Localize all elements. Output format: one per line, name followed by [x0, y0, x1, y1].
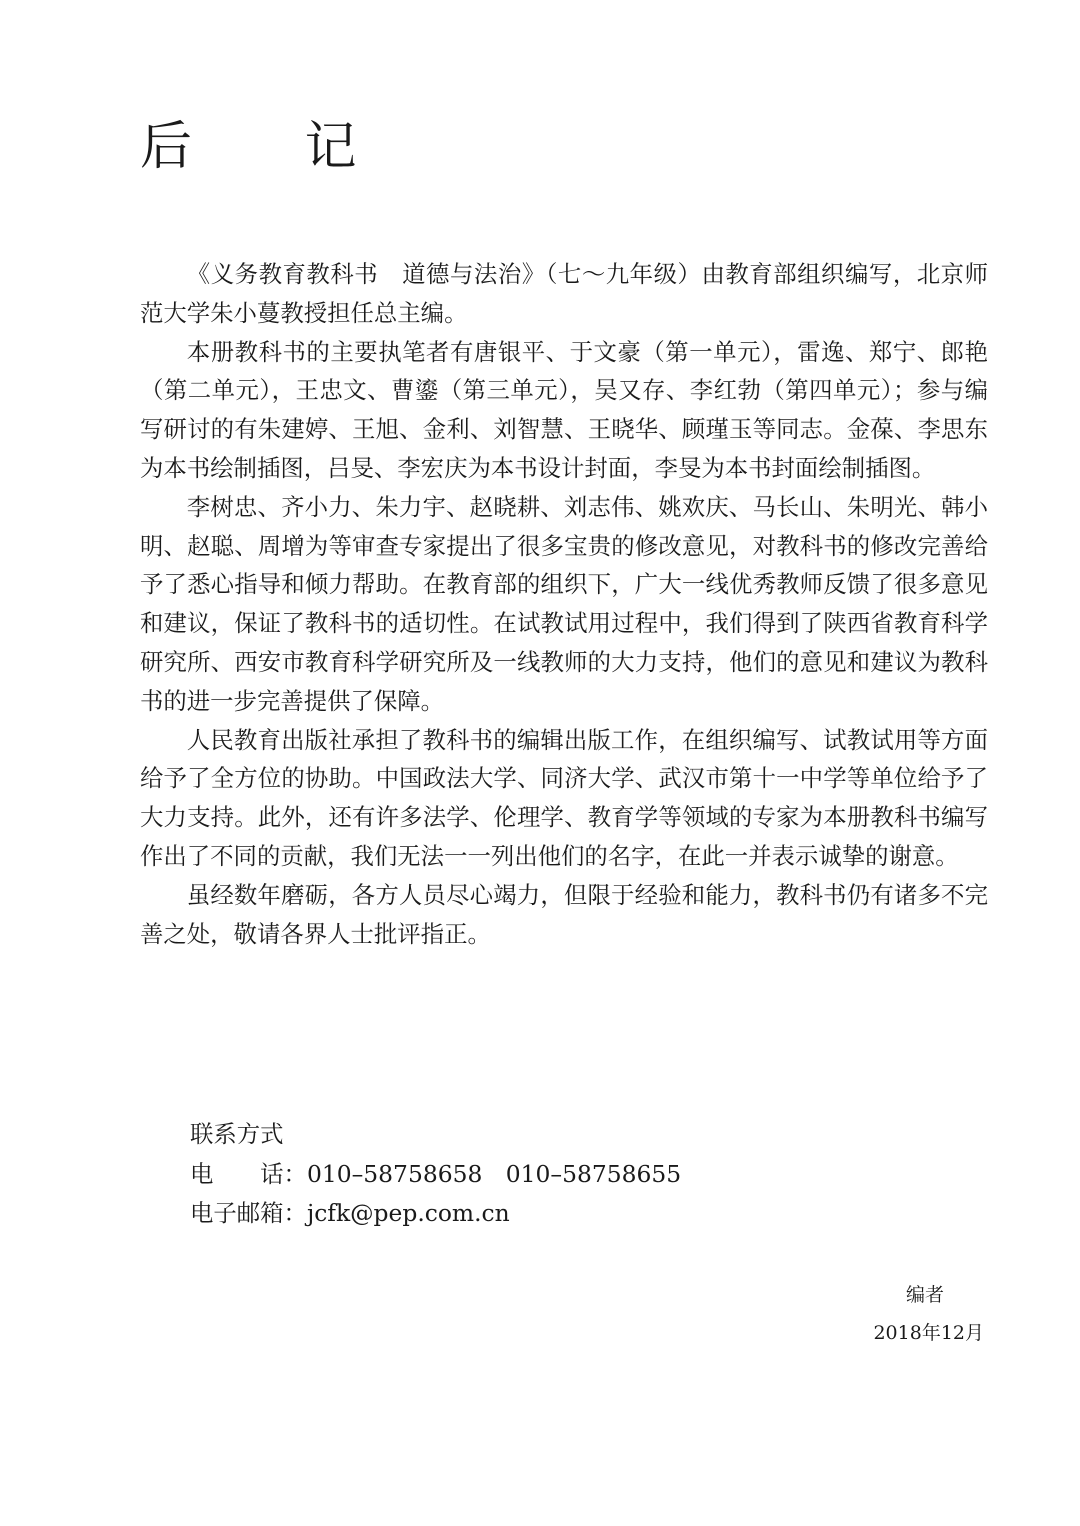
paragraph-3: 李树忠、齐小力、朱力宇、赵晓耕、刘志伟、姚欢庆、马长山、朱明光、韩小明、赵聪、周增为等审查专家提出了很多宝贵的修改意见，对教科书的修改完善给予了悉心指导和倾力帮助。在教育部的组织下，广大一线优秀教师反馈了很多意见和建议，保证了教科书的适切性。在试教试用过程中，我们得到了陕西省教育科学研究所、西安市教育科学研究所及一线教师的大力支持，他们的意见和建议为教科书的进一步完善提供了保障。 — [140, 492, 988, 715]
signature-editor: 编者 — [905, 1284, 944, 1306]
contact-phone: 电 话：010–58758658 010–58758655 — [190, 1159, 682, 1188]
page-title: 后 记 — [140, 117, 405, 177]
contact-section — [190, 1115, 681, 1234]
paragraph-5: 虽经数年磨砺，各方人员尽心竭力，但限于经验和能力，教科书仍有诸多不完善之处，敬请各界人士批评指正。 — [140, 880, 988, 948]
paragraph-4: 人民教育出版社承担了教科书的编辑出版工作，在组织编写、试教试用等方面给予了全方位的协助。中国政法大学、同济大学、武汉市第十一中学等单位给予了大力支持。此外，还有许多法学、伦理学、教育学等领域的专家为本册教科书编写作出了不同的贡献，我们无法一一列出他们的名字，在此一并表示诚挚的谢意。 — [140, 725, 988, 870]
contact-email: 电子邮箱：jcfk@pep.com.cn — [190, 1199, 510, 1227]
signature-block — [873, 1276, 984, 1352]
signature-date: 2018年12月 — [873, 1322, 984, 1344]
paragraph-1: 《义务教育教科书 道德与法治》（七～九年级）由教育部组织编写，北京师范大学朱小蔓教授担任总主编。 — [140, 260, 988, 327]
afterword-body — [140, 255, 988, 953]
contact-heading: 联系方式 — [190, 1120, 284, 1148]
paragraph-2: 本册教科书的主要执笔者有唐银平、于文豪（第一单元），雷逸、郑宁、郎艳（第二单元），王忠文、曹鎏（第三单元），吴又存、李红勃（第四单元）；参与编写研讨的有朱建婷、王旭、金利、刘智慧、王晓华、顾瑾玉等同志。金葆、李思东为本书绘制插图，吕旻、李宏庆为本书设计封面，李旻为本书封面绘制插图。 — [140, 337, 988, 482]
